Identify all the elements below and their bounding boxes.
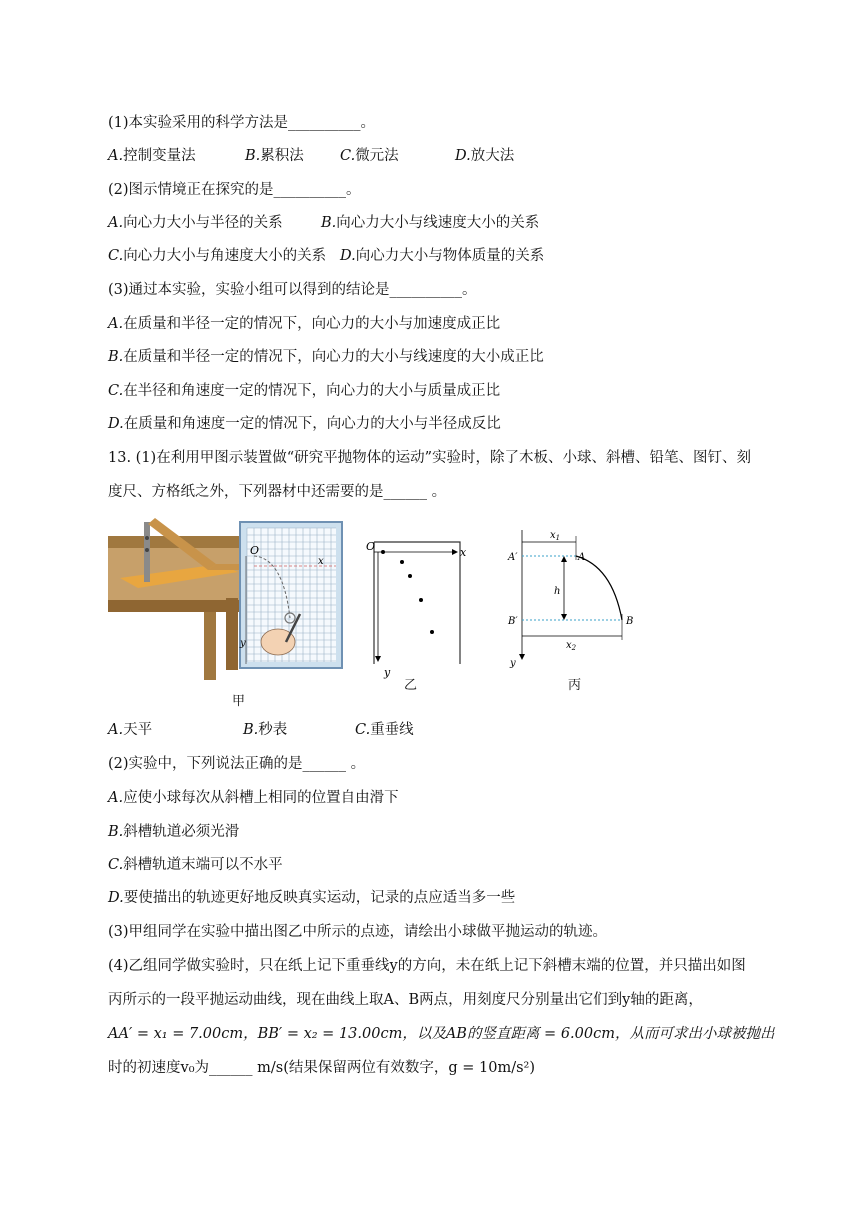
svg-text:x1: $x_1$ — [550, 530, 561, 542]
option-a: A.向心力大小与半径的关系 — [108, 215, 283, 231]
apparatus-illustration — [108, 514, 348, 689]
question-13-p3: (3)甲组同学在实验中描出图乙中所示的点迹，请绘出小球做平抛运动的轨迹。 — [108, 924, 608, 940]
dot-trace-figure — [360, 534, 470, 694]
question-13-p2-option-a: A.应使小球每次从斜槽上相同的位置自由滑下 — [108, 790, 399, 806]
svg-text:O: O — [366, 540, 376, 553]
option-b: B.秒表 — [243, 722, 288, 738]
question-1-stem: (1)本实验采用的科学方法是__________。 — [108, 115, 376, 131]
caption-jia: 甲 — [232, 694, 246, 709]
svg-text:B′: B′ — [508, 616, 518, 627]
question-13-p4-line3: AA′ = x₁ = 7.00cm，BB′ = x₂ = 13.00cm，以及AB的竖直距离 = 6.00cm，从而可求出小球被抛出 — [108, 1026, 775, 1042]
option-d: D.放大法 — [455, 148, 515, 164]
svg-text:A′: A′ — [508, 552, 518, 563]
question-3-stem: (3)通过本实验，实验小组可以得到的结论是__________。 — [108, 282, 477, 298]
question-13-p2-option-b: B.斜槽轨道必须光滑 — [108, 824, 240, 840]
svg-text:A: A — [578, 552, 586, 563]
option-a: A.控制变量法 — [108, 148, 196, 164]
curve-measurement-figure — [504, 522, 644, 682]
svg-text:y: y — [510, 658, 516, 669]
svg-text:h: h — [554, 586, 561, 597]
svg-text:y: y — [384, 666, 391, 679]
question-13-line1: 13. (1)在利用甲图示装置做“研究平抛物体的运动”实验时，除了木板、小球、斜槽、铅笔、图钉、刻 — [108, 450, 752, 466]
question-3-option-a: A.在质量和半径一定的情况下，向心力的大小与加速度成正比 — [108, 316, 501, 332]
option-c: C.向心力大小与角速度大小的关系 — [108, 248, 327, 264]
question-13-line2: 度尺、方格纸之外，下列器材中还需要的是______ 。 — [108, 484, 447, 500]
option-c: C.微元法 — [340, 148, 399, 164]
caption-yi: 乙 — [404, 678, 418, 693]
question-13-p4-line2: 丙所示的一段平抛运动曲线，现在曲线上取A、B两点，用刻度尺分别量出它们到y轴的距离， — [108, 992, 703, 1008]
option-c: C.重垂线 — [355, 722, 414, 738]
svg-text:B: B — [626, 616, 634, 627]
question-3-option-b: B.在质量和半径一定的情况下，向心力的大小与线速度的大小成正比 — [108, 349, 544, 365]
figure-row — [108, 514, 668, 709]
option-a: A.天平 — [108, 722, 153, 738]
caption-bing: 丙 — [568, 678, 582, 693]
svg-text:x: x — [318, 556, 324, 567]
option-b: B.向心力大小与线速度大小的关系 — [321, 215, 540, 231]
question-2-options-row1 — [108, 213, 539, 233]
question-13-p2-stem: (2)实验中，下列说法正确的是______ 。 — [108, 756, 366, 772]
question-13-p2-option-c: C.斜槽轨道末端可以不水平 — [108, 857, 283, 873]
question-13-p2-option-d: D.要使描出的轨迹更好地反映真实运动，记录的点应适当多一些 — [108, 890, 516, 906]
question-2-stem: (2)图示情境正在探究的是__________。 — [108, 182, 361, 198]
question-13-p1-options — [108, 720, 414, 740]
question-13-p4-line1: (4)乙组同学做实验时，只在纸上记下重垂线y的方向，未在纸上记下斜槽末端的位置，并只描出如图 — [108, 958, 746, 974]
option-b: B.累积法 — [245, 148, 304, 164]
question-1-options — [108, 146, 514, 166]
svg-text:x2: $x_2$ — [566, 640, 577, 652]
option-d: D.向心力大小与物体质量的关系 — [340, 248, 545, 264]
svg-text:x: x — [460, 546, 467, 559]
question-2-options-row2 — [108, 246, 544, 266]
question-3-option-d: D.在质量和角速度一定的情况下，向心力的大小与半径成反比 — [108, 416, 501, 432]
question-3-option-c: C.在半径和角速度一定的情况下，向心力的大小与质量成正比 — [108, 383, 501, 399]
question-13-p4-line4: 时的初速度v₀为______ m/s(结果保留两位有效数字，g = 10m/s²) — [108, 1060, 535, 1076]
svg-text:O: O — [250, 544, 260, 557]
svg-text:y: y — [240, 638, 246, 649]
